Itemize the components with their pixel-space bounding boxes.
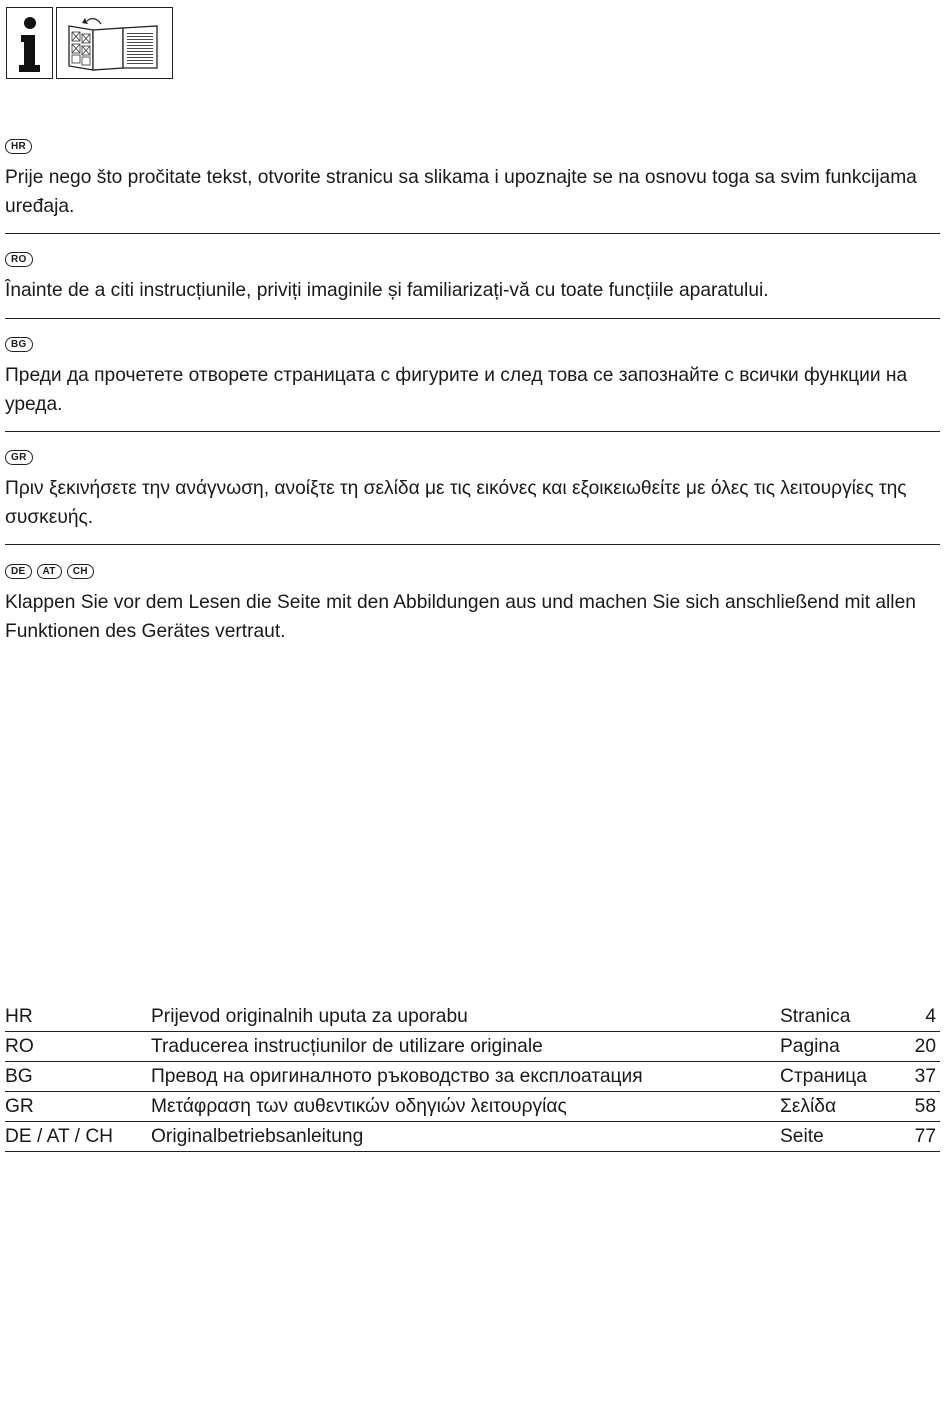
language-badge-ch: CH xyxy=(67,564,94,579)
language-badge-de: DE xyxy=(5,564,32,579)
toc-language: RO xyxy=(5,1035,34,1057)
toc-title: Originalbetriebsanleitung xyxy=(151,1125,364,1147)
toc-row[interactable] xyxy=(5,1122,940,1152)
toc-title: Μετάφραση των αυθεντικών οδηγιών λειτουργίας xyxy=(151,1095,567,1117)
info-icon xyxy=(6,7,53,79)
section-hr xyxy=(5,139,941,221)
section-text: Πριν ξεκινήσετε την ανάγνωση, ανοίξτε τη σελίδα με τις εικόνες και εξοικειωθείτε με όλες τις λειτουργίες της συσκευής. xyxy=(5,478,907,528)
section-de-at-ch xyxy=(5,564,941,646)
section-text: Înainte de a citi instrucțiunile, priviți imaginile și familiarizați-vă cu toate funcțiile aparatului. xyxy=(5,280,769,301)
toc-page-label: Σελίδα xyxy=(780,1095,837,1117)
section-text: Klappen Sie vor dem Lesen die Seite mit den Abbildungen aus und machen Sie sich anschließend mit allen Funktionen des Gerätes vertraut. xyxy=(5,592,916,642)
table-of-contents xyxy=(5,1002,940,1152)
section-gr xyxy=(5,450,941,532)
toc-page-number: 58 xyxy=(914,1095,936,1117)
toc-page-label: Страница xyxy=(780,1065,867,1087)
toc-title: Traducerea instrucțiunilor de utilizare originale xyxy=(151,1035,543,1057)
divider xyxy=(5,544,940,545)
toc-page-label: Pagina xyxy=(780,1035,840,1057)
divider xyxy=(5,233,940,234)
toc-title: Превод на оригиналното ръководство за експлоатация xyxy=(151,1065,643,1087)
toc-row[interactable] xyxy=(5,1062,940,1092)
toc-row[interactable] xyxy=(5,1092,940,1122)
section-text: Prije nego što pročitate tekst, otvorite stranicu sa slikama i upoznajte se na osnovu toga sa svim funkcijama uređaja. xyxy=(5,167,917,217)
language-badge-ro: RO xyxy=(5,252,33,267)
toc-language: BG xyxy=(5,1065,33,1087)
section-ro xyxy=(5,252,941,305)
section-bg xyxy=(5,337,941,419)
toc-title: Prijevod originalnih uputa za uporabu xyxy=(151,1005,468,1027)
toc-row[interactable] xyxy=(5,1002,940,1032)
toc-page-number: 37 xyxy=(914,1065,936,1087)
toc-row[interactable] xyxy=(5,1032,940,1062)
toc-page-label: Seite xyxy=(780,1125,824,1147)
toc-page-label: Stranica xyxy=(780,1005,851,1027)
toc-page-number: 77 xyxy=(914,1125,936,1147)
language-badge-hr: HR xyxy=(5,139,32,154)
toc-page-number: 4 xyxy=(925,1005,936,1027)
toc-language: HR xyxy=(5,1005,33,1027)
language-badge-at: AT xyxy=(37,564,62,579)
divider xyxy=(5,318,940,319)
language-badge-bg: BG xyxy=(5,337,33,352)
toc-page-number: 20 xyxy=(914,1035,936,1057)
toc-language: GR xyxy=(5,1095,34,1117)
language-badge-gr: GR xyxy=(5,450,33,465)
toc-language: DE / AT / CH xyxy=(5,1125,114,1147)
section-text: Преди да прочетете отворете страницата с фигурите и след това се запознайте с всички функции на уреда. xyxy=(5,365,908,415)
divider xyxy=(5,431,940,432)
fold-out-page-icon xyxy=(56,7,173,79)
